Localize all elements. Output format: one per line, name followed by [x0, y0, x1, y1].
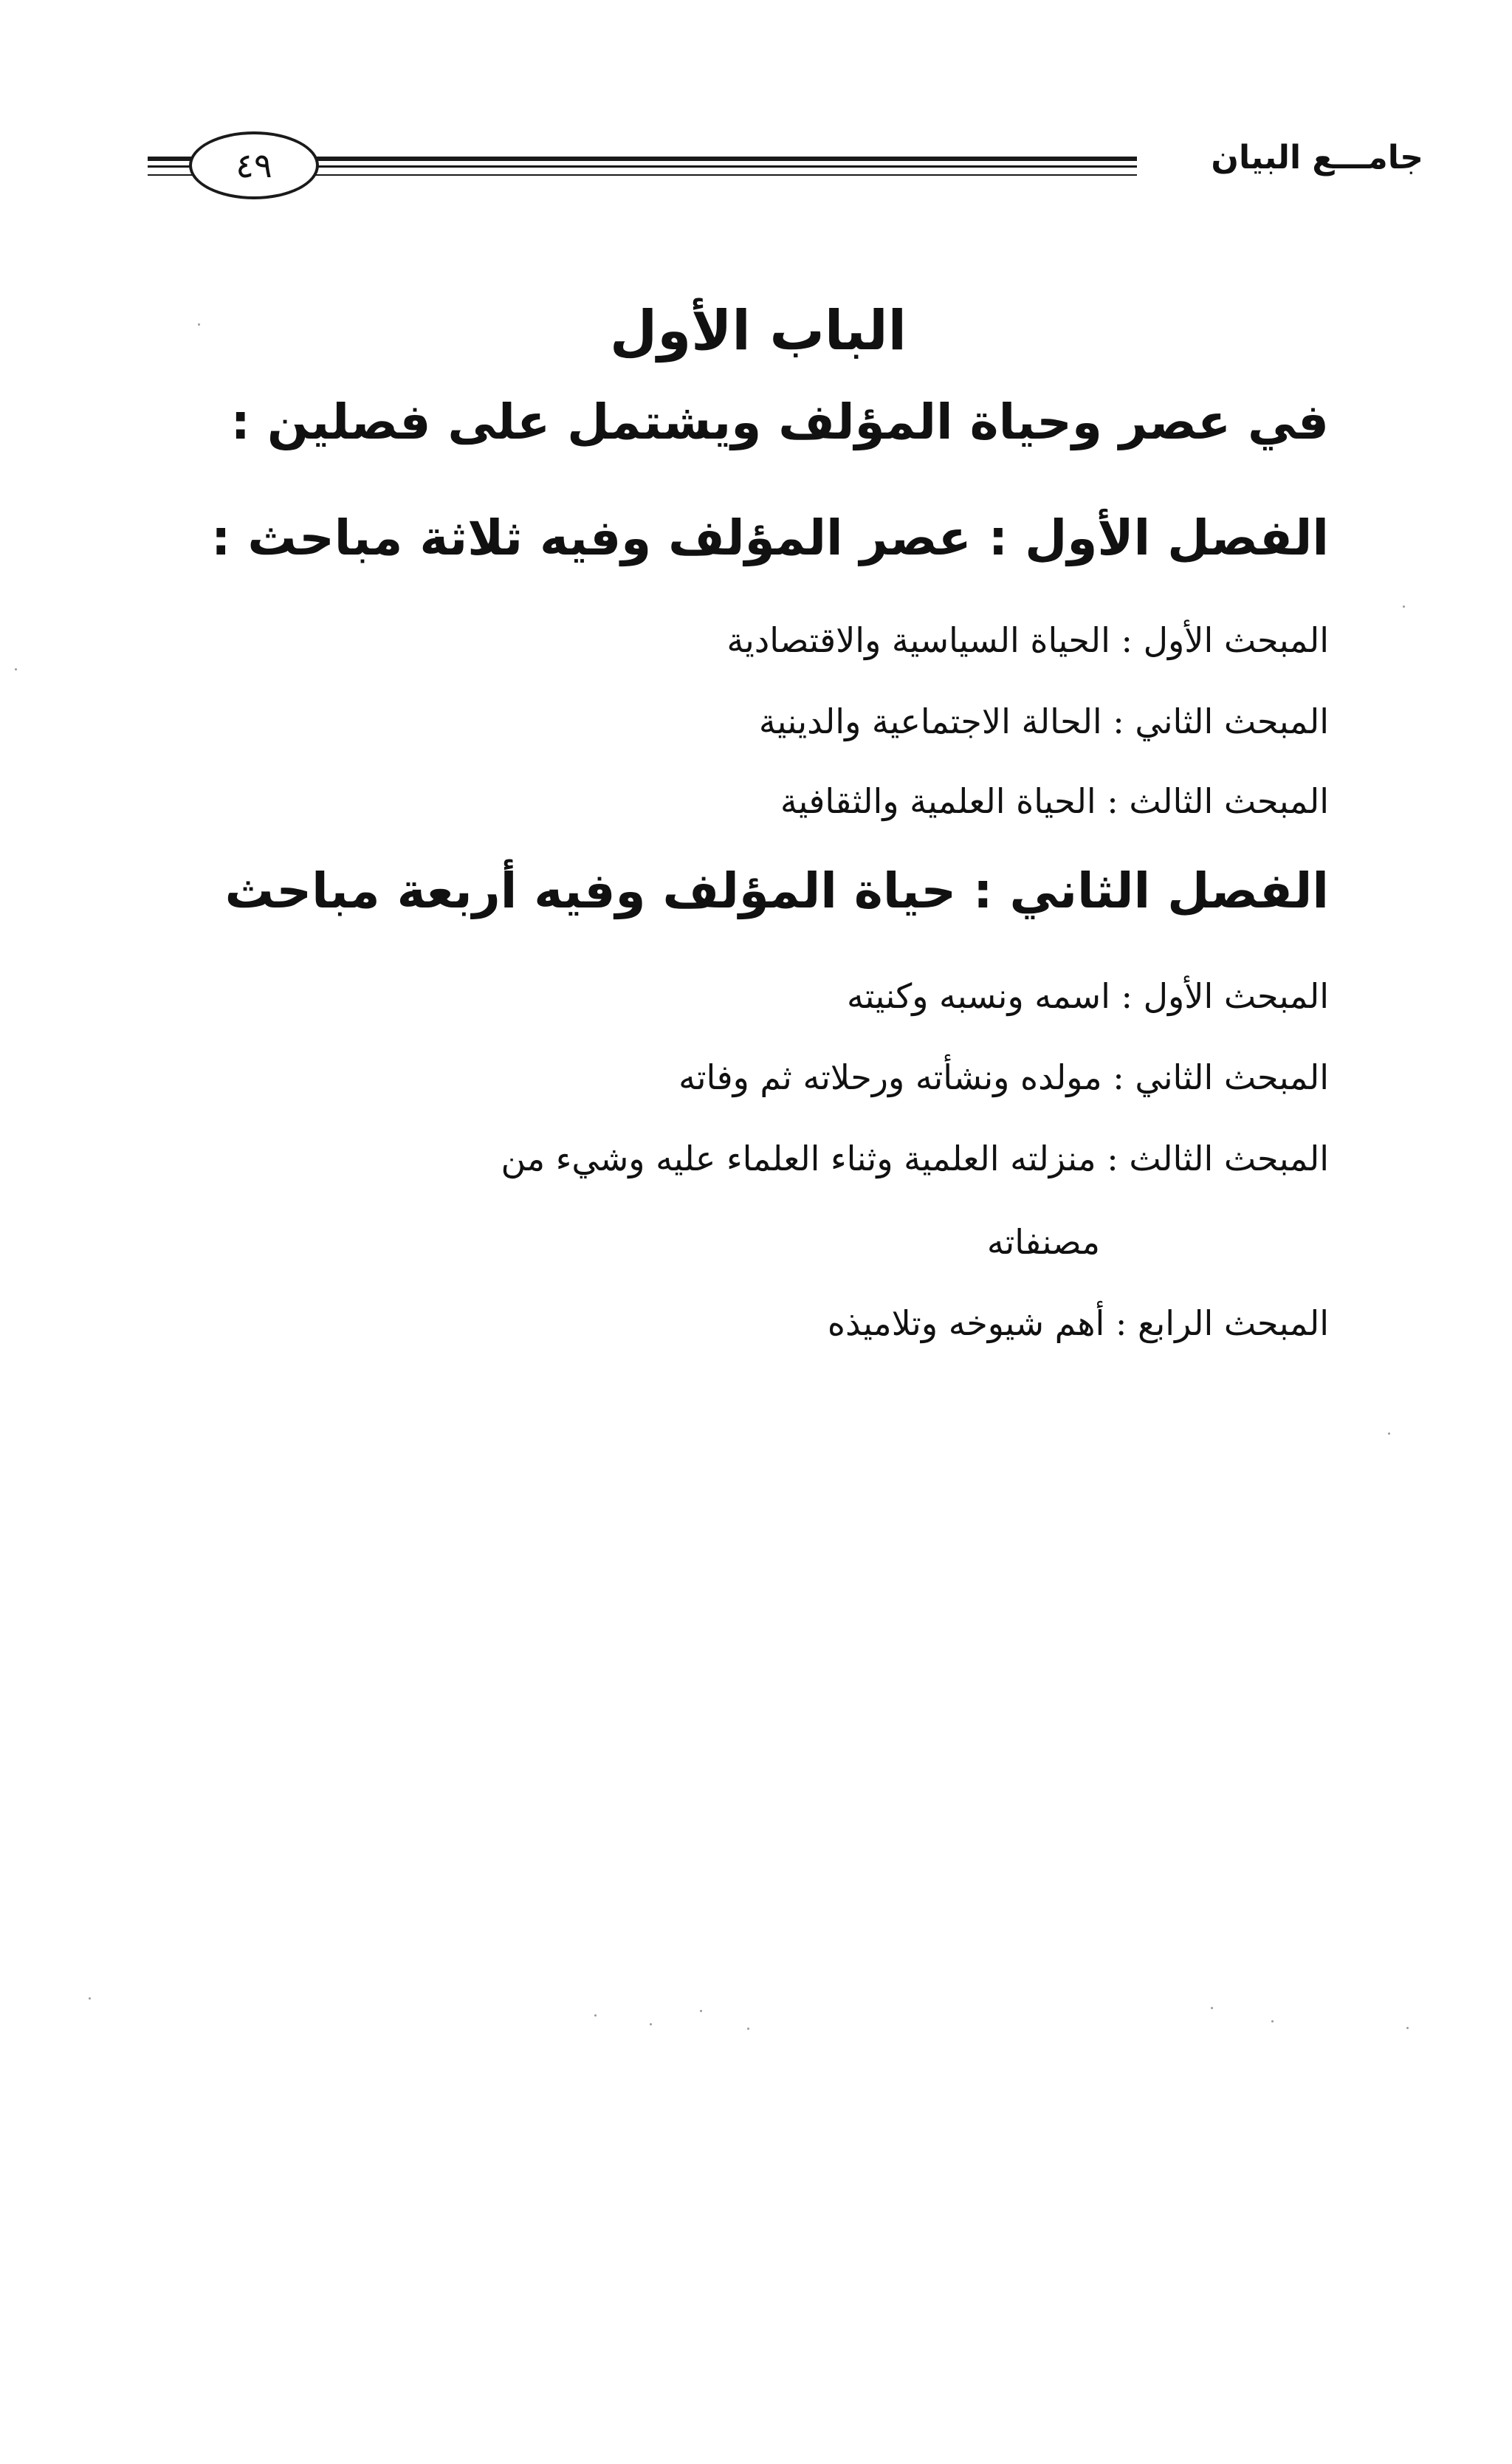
running-title: جامـــع البيان	[1211, 139, 1423, 176]
scan-speck	[747, 2028, 749, 2030]
section-item: المبحث الثالث : الحياة العلمية والثقافية	[780, 781, 1329, 821]
page-number: ٤٩	[236, 145, 272, 185]
scan-speck	[1271, 2020, 1274, 2022]
section-item: المبحث الأول : الحياة السياسية والاقتصادية	[726, 620, 1329, 660]
scan-speck	[594, 2014, 597, 2017]
scan-speck	[700, 2010, 702, 2012]
scan-speck	[1211, 2007, 1213, 2009]
part-title: الباب الأول	[610, 299, 907, 363]
section-item: المبحث الثاني : مولده ونشأته ورحلاته ثم وفاته	[678, 1057, 1329, 1097]
scan-speck	[198, 323, 200, 326]
scan-speck	[89, 1997, 91, 2000]
page-number-oval	[189, 131, 319, 199]
scan-speck	[1406, 2027, 1409, 2029]
scan-speck	[650, 2023, 652, 2025]
section-item: المبحث الرابع : أهم شيوخه وتلاميذه	[827, 1303, 1329, 1343]
section-item: المبحث الأول : اسمه ونسبه وكنيته	[847, 976, 1329, 1016]
part-subtitle: في عصر وحياة المؤلف ويشتمل على فصلين :	[230, 394, 1329, 450]
chapter-heading-1: الفصل الأول : عصر المؤلف وفيه ثلاثة مباحث :	[210, 509, 1329, 566]
chapter-heading-2: الفصل الثاني : حياة المؤلف وفيه أربعة مباحث	[224, 862, 1329, 919]
section-item: المبحث الثاني : الحالة الاجتماعية والدينية	[758, 701, 1329, 741]
scan-speck	[1403, 605, 1405, 608]
scan-speck	[1388, 1432, 1390, 1435]
section-item-continuation: مصنفاته	[986, 1222, 1100, 1262]
scan-speck	[15, 668, 17, 670]
section-item: المبحث الثالث : منزلته العلمية وثناء العلماء عليه وشيء من	[501, 1139, 1329, 1178]
